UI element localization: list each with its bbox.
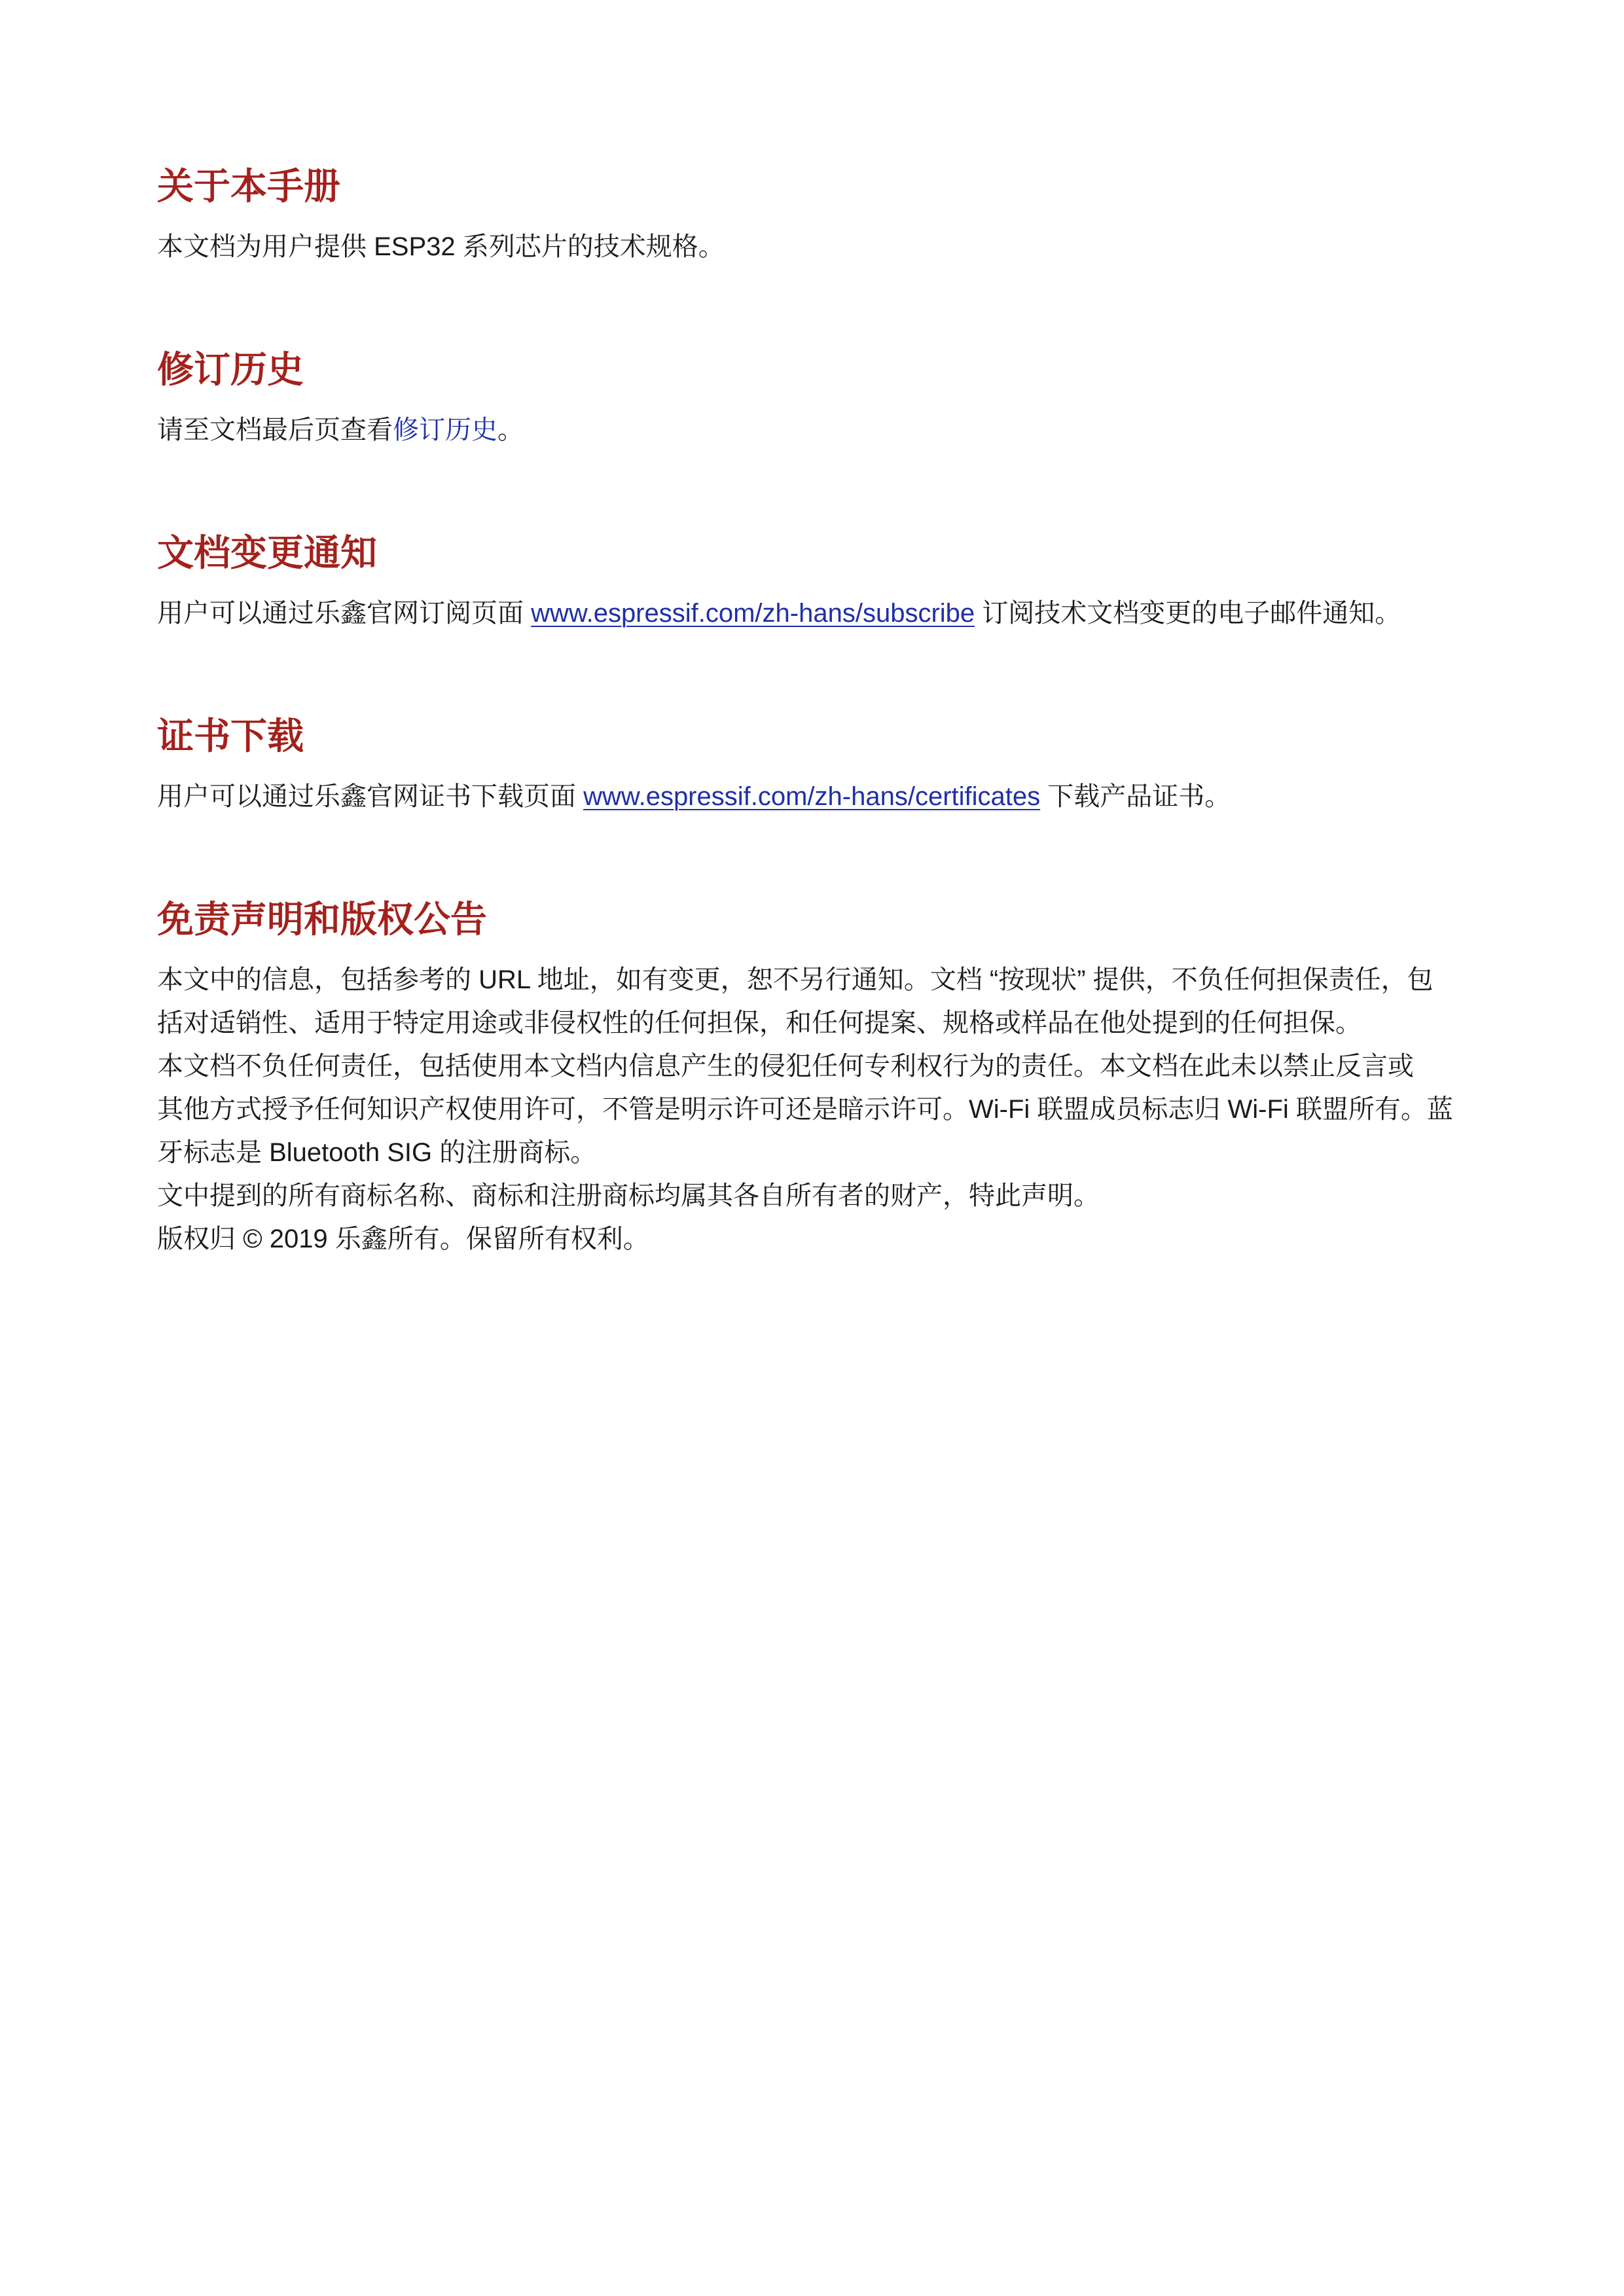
- section-title-certificates: 证书下载: [157, 715, 304, 758]
- notification-text-after: 订阅技术文档变更的电子邮件通知。: [975, 599, 1401, 628]
- certificates-text-before: 用户可以通过乐鑫官网证书下载页面: [157, 782, 584, 811]
- notification-text: [157, 592, 1401, 635]
- disclaimer-line: 牙标志是 Bluetooth SIG 的注册商标。: [157, 1138, 597, 1167]
- disclaimer-line: 括对适销性、适用于特定用途或非侵权性的任何担保，和任何提案、规格或样品在他处提到的任何担保。: [157, 1009, 1362, 1037]
- disclaimer-line: 本文档不负任何责任，包括使用本文档内信息产生的侵犯任何专利权行为的责任。本文档在此未以禁止反言或: [157, 1052, 1414, 1081]
- about-text: 本文档为用户提供 ESP32 系列芯片的技术规格。: [157, 232, 725, 261]
- disclaimer-text: [157, 958, 1492, 1261]
- section-title-disclaimer: 免责声明和版权公告: [157, 898, 487, 941]
- revision-text-after: 。: [497, 416, 524, 444]
- revision-text-before: 请至文档最后页查看: [157, 416, 393, 444]
- certificates-text: [157, 775, 1231, 818]
- notification-text-before: 用户可以通过乐鑫官网订阅页面: [157, 599, 532, 628]
- certificates-link[interactable]: www.espressif.com/zh-hans/certificates: [583, 782, 1041, 811]
- revision-text: [157, 408, 524, 452]
- subscribe-link[interactable]: www.espressif.com/zh-hans/subscribe: [531, 599, 975, 628]
- disclaimer-line: 本文中的信息，包括参考的 URL 地址，如有变更，恕不另行通知。文档 “按现状” 提供，不负任何担保责任，包: [157, 965, 1434, 994]
- section-title-revision: 修订历史: [157, 348, 304, 391]
- copyright-line: 版权归 © 2019 乐鑫所有。保留所有权利。: [157, 1225, 649, 1253]
- disclaimer-line: 文中提到的所有商标名称、商标和注册商标均属其各自所有者的财产，特此声明。: [157, 1181, 1100, 1210]
- certificates-text-after: 下载产品证书。: [1040, 782, 1231, 811]
- section-title-notification: 文档变更通知: [157, 531, 377, 575]
- disclaimer-line: 其他方式授予任何知识产权使用许可，不管是明示许可还是暗示许可。Wi-Fi 联盟成员标志归 Wi-Fi 联盟所有。蓝: [157, 1095, 1453, 1124]
- section-title-about: 关于本手册: [157, 165, 340, 208]
- revision-history-link[interactable]: 修订历史: [393, 416, 497, 444]
